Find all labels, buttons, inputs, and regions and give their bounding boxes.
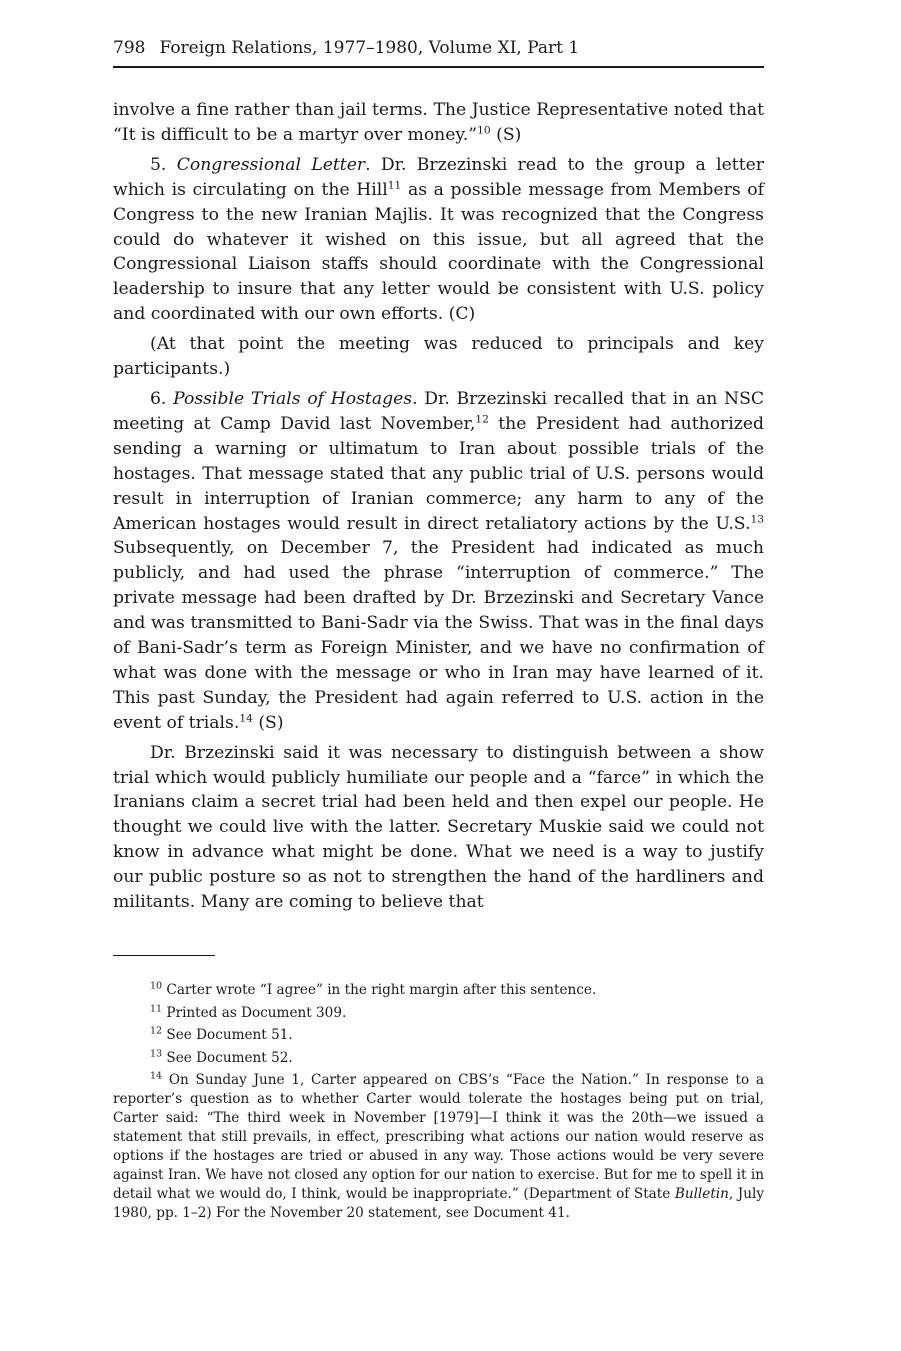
page [113, 30, 764, 920]
footnote-number: 11 [150, 1003, 163, 1015]
running-title: Foreign Relations, 1977–1980, Volume XI, Part 1 [159, 38, 580, 58]
footnote-14 [113, 1071, 764, 1223]
footnote-text: On Sunday June 1, Carter appeared on CBS’s “Face the Nation.” In response to a reporter’s question as to whether Carter would tolerate the hostages being put on trial, Carter said: “The third week in November [1979]—I think it was the 20th—we issued a statement that still prevails, in effect, prescribing what actions our nation would reserve as options if the hostages are tried or abused in any way. Those actions would be very severe against Iran. We have not closed any option for our nation to exercise. But for me to spell it in detail what we would do, I think, would be inappropriate.” (Department of State [113, 1072, 764, 1203]
paragraph-show-trial: Dr. Brzezinski said it was necessary to distinguish between a show trial which would publicly humiliate our people and a “farce” in which the Iranians claim a secret trial had been held and then expel our people. He thought we could live with the latter. Secretary Muskie said we could not know in advance what might be done. What we need is a way to justify our public posture so as not to strengthen the hand of the hardliners and militants. Many are coming to believe that [113, 742, 764, 913]
body-text [113, 98, 764, 915]
paragraph-4-text-c: Subsequently, on December 7, the President had indicated as much publicly, and had used the phrase “interruption of commerce.” The private message had been drafted by Dr. Brzezinski and Secretary Vance and was transmitted to Bani-Sadr via the Swiss. That was in the final days of Bani-Sadr’s term as Foreign Minister, and we have no confirmation of what was done with the message or who in Iran may have learned of it. This past Sunday, the President had again referred to U.S. action in the event of trials. [113, 538, 764, 733]
paragraph-1-tail: (S) [490, 124, 522, 145]
paragraph-4-text-d: (S) [252, 712, 284, 733]
footnote-number: 10 [150, 980, 163, 992]
footnote-ref-11[interactable]: 11 [387, 177, 402, 191]
footnote-number: 13 [150, 1048, 163, 1060]
footnote-text: See Document 52. [162, 1049, 293, 1066]
paragraph-2-text-b: as a possible message from Members of Congress to the new Iranian Majlis. It was recognized that the Congress could do whatever it wished on this issue, but all agreed that the Congressional Liaison staffs should coordinate with the Congressional leadership to insure that any letter would be consistent with U.S. policy and coordinated with our own efforts. (C) [113, 179, 764, 325]
paragraph-1 [113, 98, 764, 148]
item-label-congressional-letter: Congressional Letter [176, 154, 366, 175]
footnote-10 [113, 981, 764, 1000]
paragraph-congressional-letter [113, 153, 764, 327]
footnote-text: See Document 51. [162, 1027, 293, 1044]
item-number-6: 6. [150, 388, 174, 409]
footnotes [113, 981, 764, 1227]
paragraph-4-text-a: . Dr. Brzezinski recalled that in an NSC meeting at Camp David last November, [113, 388, 764, 434]
paragraph-meeting-reduced: (At that point the meeting was reduced to principals and key participants.) [113, 334, 764, 380]
page-number: 798 [113, 38, 146, 58]
running-head [113, 30, 764, 68]
footnote-text: Carter wrote “I agree” in the right margin after this sentence. [162, 982, 597, 998]
paragraph-2-text-a: . Dr. Brzezinski read to the group a letter which is circulating on the Hill [113, 154, 764, 200]
footnote-ref-12[interactable]: 12 [475, 412, 489, 426]
footnote-text: Printed as Document 309. [162, 1004, 347, 1021]
paragraph-possible-trials [113, 387, 764, 736]
footnote-ref-10[interactable]: 10 [477, 123, 491, 137]
footnote-number: 14 [150, 1070, 163, 1082]
footnote-13 [113, 1049, 764, 1068]
footnote-text-continued: , July 1980, pp. 1–2) For the November 20 statement, see Document 41. [113, 1186, 764, 1222]
footnote-italic-title: Bulletin [674, 1186, 729, 1203]
item-label-possible-trials: Possible Trials of Hostages [173, 388, 413, 409]
footnote-11 [113, 1004, 764, 1023]
footnote-ref-13[interactable]: 13 [750, 511, 764, 525]
footnote-rule [113, 955, 215, 956]
footnote-12 [113, 1026, 764, 1045]
item-number-5: 5. [150, 154, 177, 175]
footnote-ref-14[interactable]: 14 [239, 711, 253, 725]
paragraph-4-text-b: the President had authorized sending a warning or ultimatum to Iran about possible trials of the hostages. That message stated that any public trial of U.S. persons would result in interruption of Iranian commerce; any harm to any of the American hostages would result in direct retaliatory actions by the U.S. [113, 413, 764, 534]
footnote-number: 12 [150, 1025, 163, 1037]
paragraph-1-text: involve a fine rather than jail terms. The Justice Representative noted that “It is difficult to be a martyr over money.” [113, 100, 764, 145]
